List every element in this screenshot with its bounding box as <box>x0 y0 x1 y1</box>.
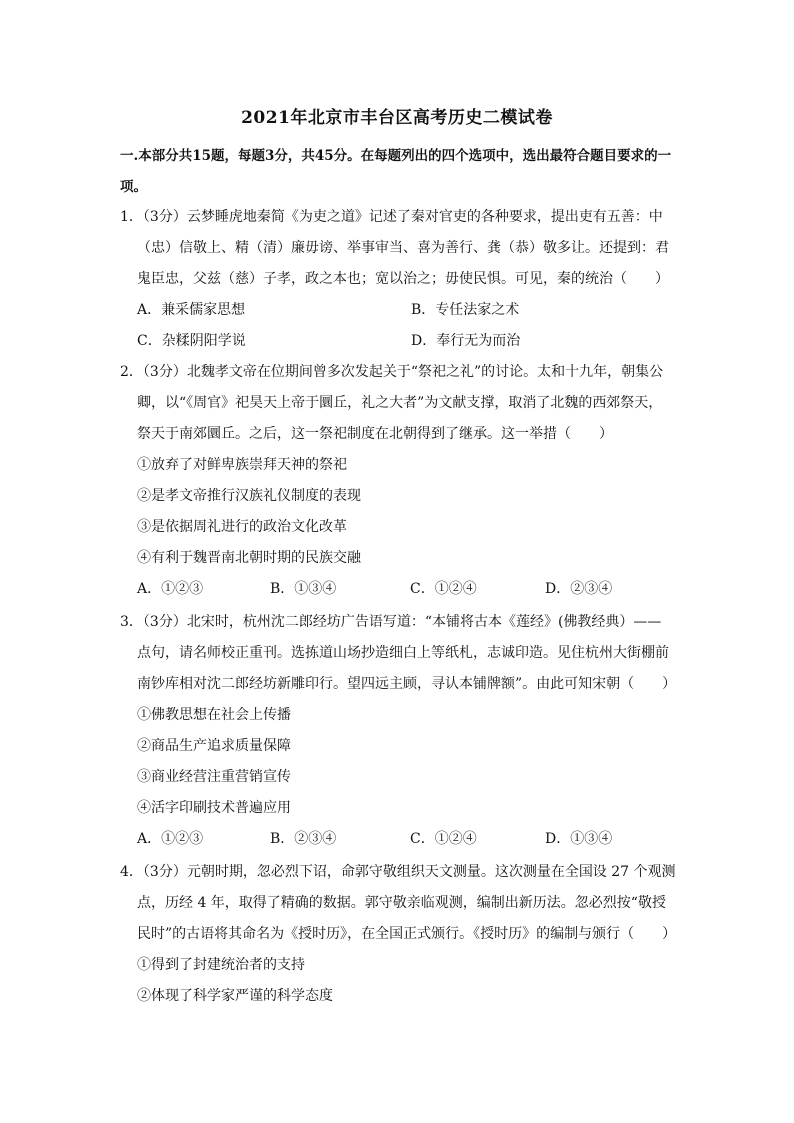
q1-option-b[interactable]: B．专任法家之术 <box>411 302 520 318</box>
page-title: 2021年北京市丰台区高考历史二模试卷 <box>241 108 553 128</box>
q1-option-a[interactable]: A．兼采儒家思想 <box>137 302 246 318</box>
q3-item-3: ③商业经营注重营销宣传 <box>137 769 291 785</box>
q3-line-3: 南钞库相对沈二郎经坊新雕印行。望四远主顾，寻认本铺牌额”。由此可知宋朝（ ） <box>137 676 677 692</box>
section-instructions: 一.本部分共15题，每题3分，共45分。在每题列出的四个选项中，选出最符合题目要求的一项。 <box>120 148 672 195</box>
q2-option-c[interactable]: C．①②④ <box>410 581 477 597</box>
q2-item-1: ①放弃了对鲜卑族崇拜天神的祭祀 <box>137 457 347 473</box>
q3-option-a[interactable]: A．①②③ <box>137 831 204 847</box>
q2-option-d[interactable]: D．②③④ <box>545 581 613 597</box>
q1-line-2: （忠）信敬上、精（清）廉毋谤、举事审当、喜为善行、龚（恭）敬多让。还提到：君 <box>137 240 669 256</box>
q2-item-4: ④有利于魏晋南北朝时期的民族交融 <box>137 550 361 566</box>
q1-option-c[interactable]: C．杂糅阴阳学说 <box>137 333 246 349</box>
q2-line-3: 祭天于南郊圜丘。之后，这一祭祀制度在北朝得到了继承。这一举措（ ） <box>137 426 613 442</box>
q1-line-1: 1．（3分）云梦睡虎地秦简《为吏之道》记述了秦对官吏的各种要求，提出吏有五善：中 <box>120 209 663 225</box>
q1-option-d[interactable]: D．奉行无为而治 <box>411 333 521 349</box>
q2-line-1: 2．（3分）北魏孝文帝在位期间曾多次发起关于“祭祀之礼”的讨论。太和十九年，朝集公 <box>120 364 664 380</box>
q2-line-2: 卿，以“《周官》祀昊天上帝于圜丘，礼之大者”为文献支撑，取消了北魏的西郊祭天， <box>137 395 663 411</box>
q3-option-c[interactable]: C．①②④ <box>410 831 477 847</box>
q4-item-1: ①得到了封建统治者的支持 <box>137 957 305 973</box>
q4-line-2: 点，历经 4 年，取得了精确的数据。郭守敬亲临观测，编制出新历法。忽必烈按“敬授 <box>137 895 666 911</box>
q3-line-1: 3．（3分）北宋时，杭州沈二郎经坊广告语写道：“本铺将古本《莲经》(佛教经典）—— <box>120 614 662 630</box>
q2-item-2: ②是孝文帝推行汉族礼仪制度的表现 <box>137 488 361 504</box>
q4-line-1: 4．（3分）元朝时期，忽必烈下诏，命郭守敬组织天文测量。这次测量在全国设 27 个观测 <box>120 864 676 880</box>
q2-option-a[interactable]: A．①②③ <box>137 581 204 597</box>
q4-line-3: 民时”的古语将其命名为《授时历》，在全国正式颁行。《授时历》的编制与颁行（ ） <box>137 926 677 942</box>
q3-option-d[interactable]: D．①③④ <box>545 831 613 847</box>
q3-item-1: ①佛教思想在社会上传播 <box>137 707 291 723</box>
q2-item-3: ③是依据周礼进行的政治文化改革 <box>137 519 347 535</box>
q3-item-2: ②商品生产追求质量保障 <box>137 738 291 754</box>
q2-option-b[interactable]: B．①③④ <box>270 581 337 597</box>
q3-line-2: 点句，请名师校正重刊。选拣道山场抄造细白上等纸札，志诚印造。见住杭州大街棚前 <box>137 645 669 661</box>
q1-line-3: 鬼臣忠，父兹（慈）子孝，政之本也；宽以治之；毋使民惧。可见，秦的统治（ ） <box>137 271 669 287</box>
q3-item-4: ④活字印刷技术普遍应用 <box>137 800 291 816</box>
q4-item-2: ②体现了科学家严谨的科学态度 <box>137 988 333 1004</box>
q3-option-b[interactable]: B．②③④ <box>270 831 337 847</box>
